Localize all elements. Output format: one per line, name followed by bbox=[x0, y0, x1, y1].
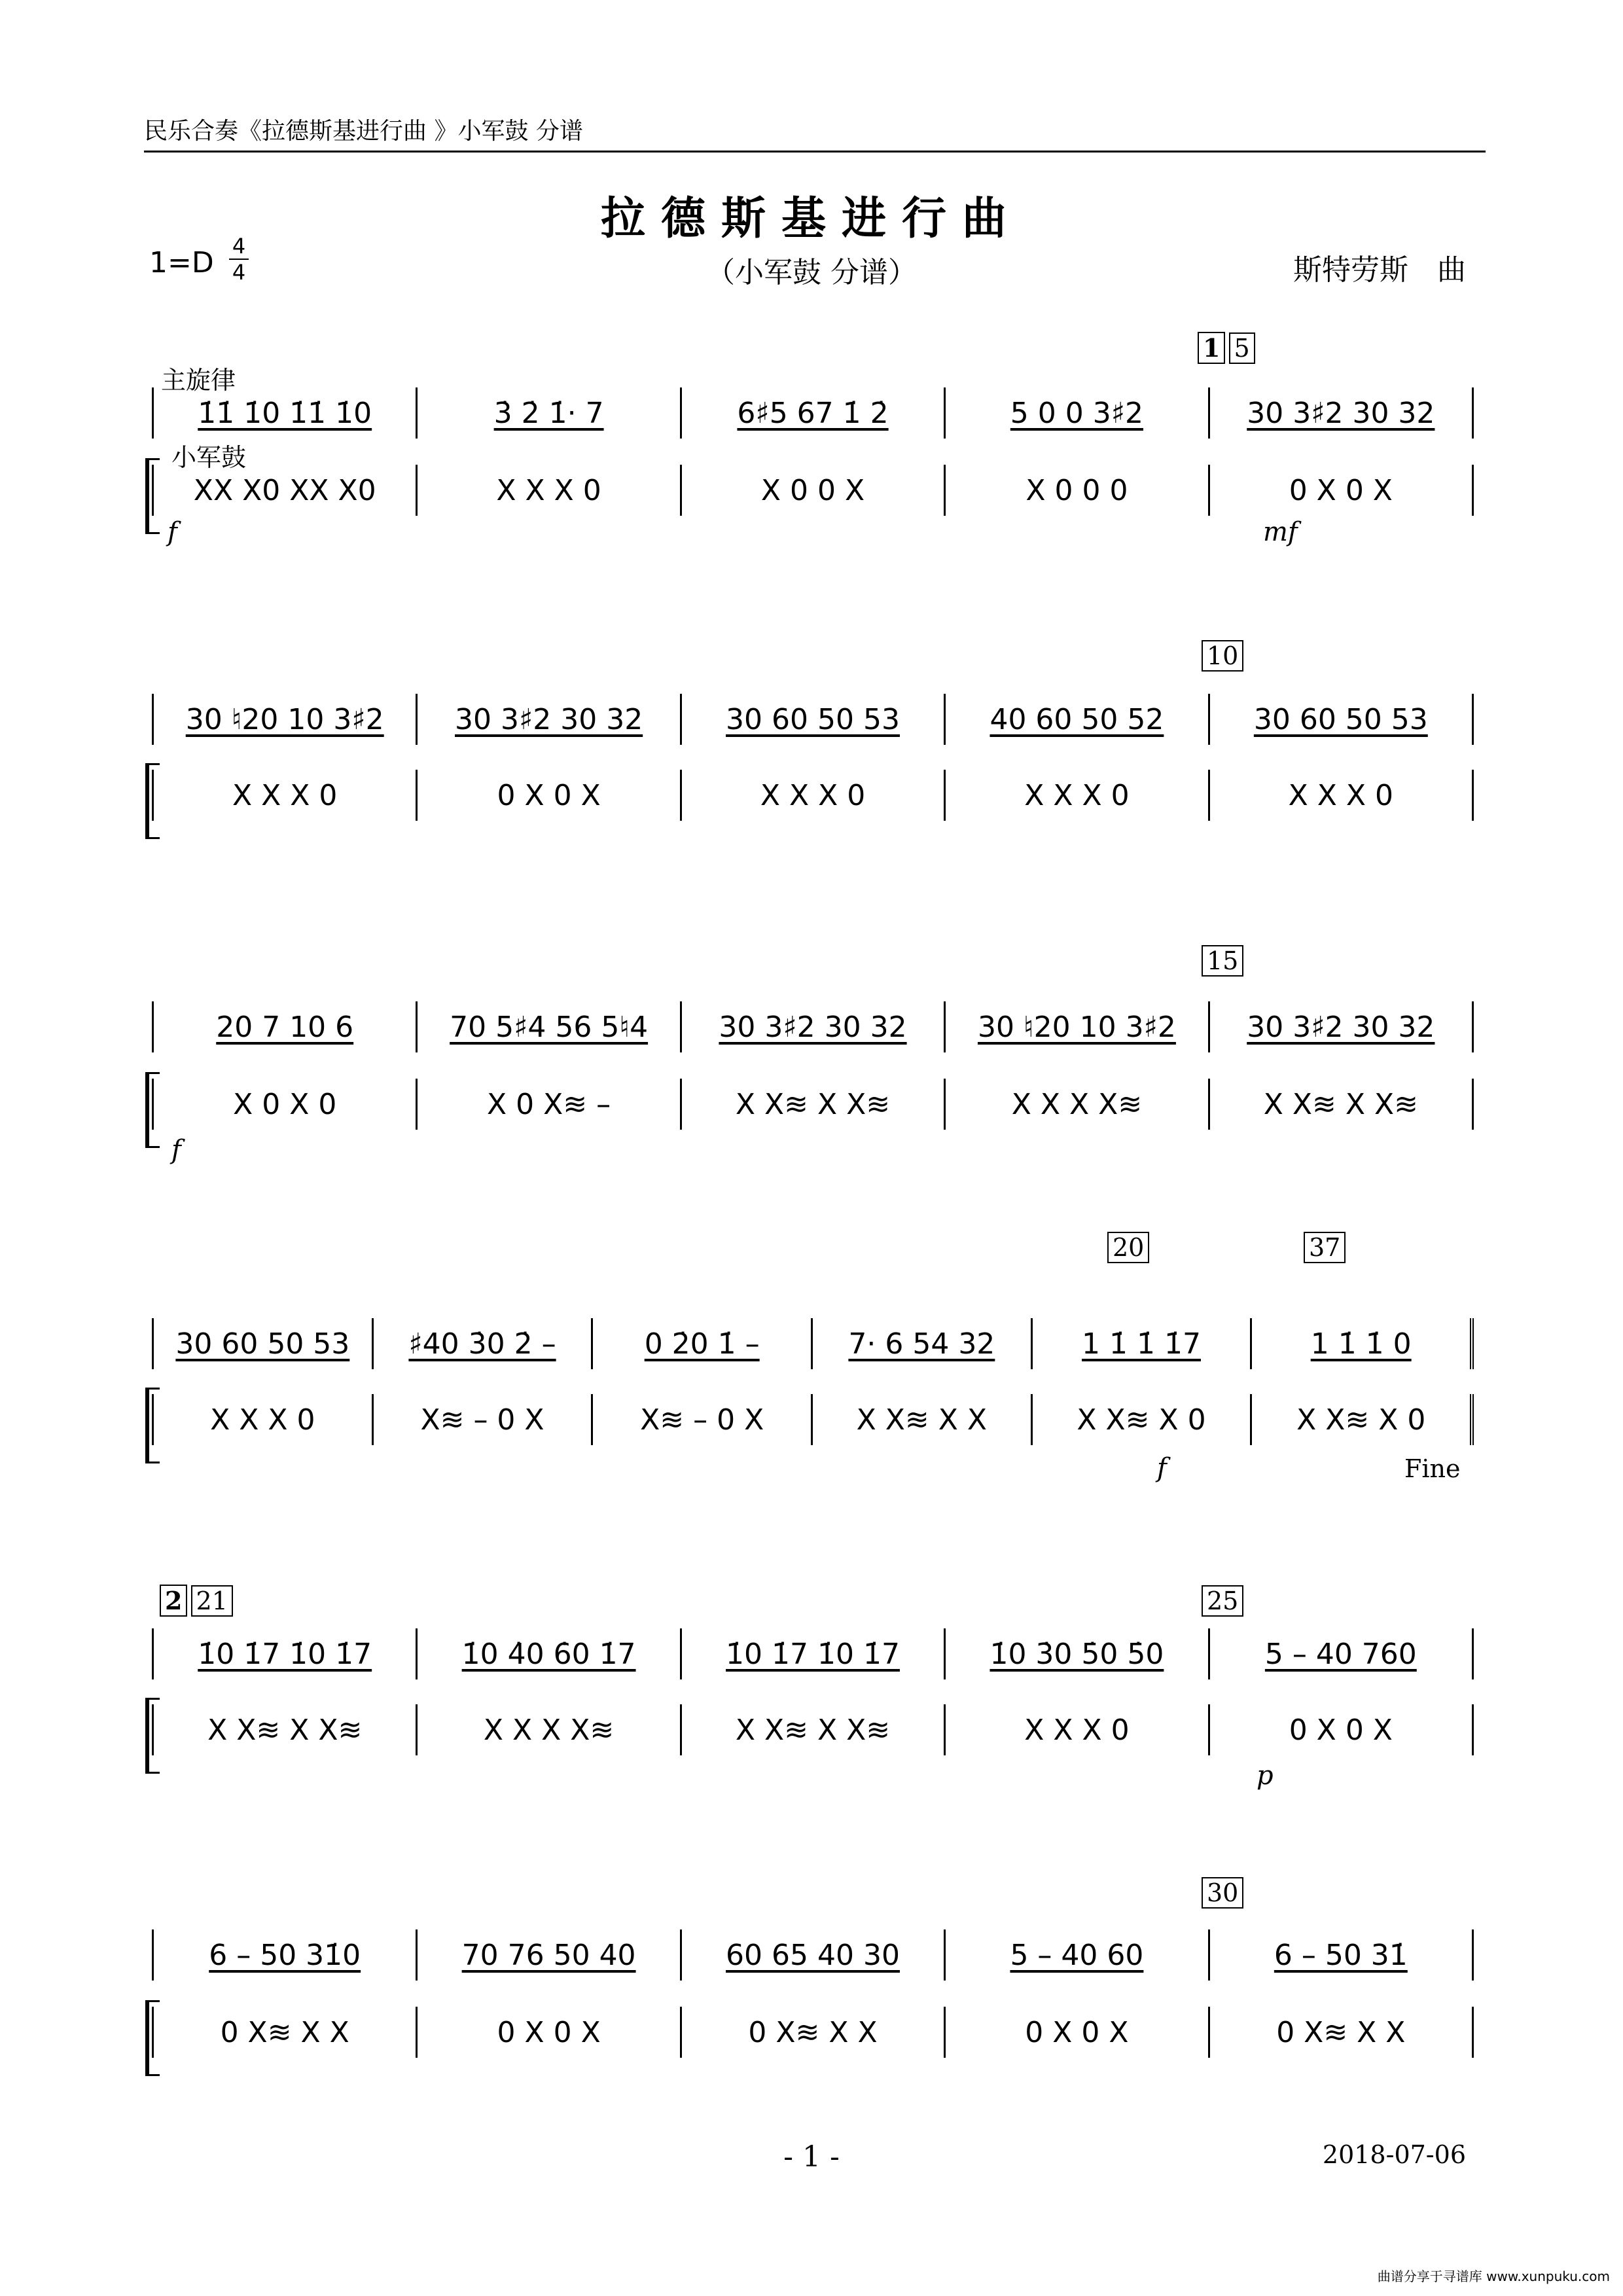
measure bbox=[944, 1929, 1207, 1981]
measure bbox=[944, 1704, 1207, 1755]
system-brace bbox=[145, 1388, 160, 1463]
melody-staff bbox=[152, 1318, 1474, 1369]
measure bbox=[416, 770, 679, 821]
notes: 0 2̇0 1̇ – bbox=[644, 1327, 760, 1361]
beats: 0 X 0 X bbox=[497, 778, 601, 812]
drum-staff bbox=[152, 1394, 1474, 1445]
dynamic-marking: f bbox=[1157, 1453, 1167, 1483]
beats: X X X 0 bbox=[232, 778, 338, 812]
melody-staff bbox=[152, 1001, 1474, 1052]
notes: 5 – 40 60 bbox=[1010, 1938, 1144, 1972]
measure-number-box bbox=[1202, 1587, 1243, 1615]
notes: 30 60 50 53 bbox=[726, 702, 900, 736]
beats: X X X X≋ bbox=[483, 1713, 615, 1747]
beats: 0 X 0 X bbox=[1025, 2015, 1129, 2049]
collection-header: 民乐合奏《拉德斯基进行曲 》小军鼓 分谱 bbox=[144, 118, 583, 145]
beats: X X≋ X 0 bbox=[1077, 1403, 1206, 1437]
beats: X X X 0 bbox=[1288, 778, 1394, 812]
notes: 3̇ 2̇ 1̇· 7 bbox=[493, 396, 604, 430]
measure bbox=[416, 1001, 679, 1052]
beats: X 0 0 X bbox=[760, 473, 865, 507]
measure-number: 21 bbox=[191, 1585, 233, 1617]
measure bbox=[1208, 694, 1474, 745]
score-subtitle: （小军鼓 分谱） bbox=[706, 256, 917, 289]
measure bbox=[944, 1079, 1207, 1130]
drum-staff bbox=[152, 1704, 1474, 1755]
beats: X X X 0 bbox=[760, 778, 866, 812]
measure bbox=[152, 1318, 372, 1369]
beats: X 0 X≋ – bbox=[487, 1087, 611, 1121]
drum-staff bbox=[152, 770, 1474, 821]
measure bbox=[1208, 1628, 1474, 1679]
beats: X 0 0 0 bbox=[1026, 473, 1128, 507]
beats: X X≋ X X≋ bbox=[735, 1713, 891, 1747]
notes: 5 – 40 760 bbox=[1264, 1637, 1417, 1671]
notes: 30 ♮20 10 3♯2 bbox=[977, 1010, 1176, 1044]
notes: 5 0 0 3♯2 bbox=[1010, 396, 1144, 430]
beats: 0 X≋ X X bbox=[220, 2015, 349, 2049]
notes: 1̇0 1̇7 1̇0 1̇7 bbox=[198, 1637, 372, 1671]
melody-staff bbox=[152, 694, 1474, 745]
notes: 40 60 50 52 bbox=[990, 702, 1164, 736]
measure bbox=[372, 1318, 592, 1369]
beats: 0 X 0 X bbox=[1289, 1713, 1393, 1747]
measure bbox=[416, 1079, 679, 1130]
notes: 6♯5 67 1̇ 2̇ bbox=[737, 396, 889, 430]
measure bbox=[1208, 387, 1474, 439]
measure bbox=[680, 387, 944, 439]
part-label-melody: 主旋律 bbox=[161, 366, 236, 395]
measure bbox=[1208, 1704, 1474, 1755]
measure bbox=[372, 1394, 592, 1445]
beats: X≋ – 0 X bbox=[640, 1403, 764, 1437]
notes: 1̇0 3̇0 5̇0 5̇0 bbox=[990, 1637, 1164, 1671]
measure bbox=[1208, 1001, 1474, 1052]
measure-number: 20 bbox=[1107, 1232, 1149, 1263]
rehearsal-box-1 bbox=[1198, 334, 1255, 363]
measure bbox=[152, 2007, 416, 2058]
notes: 30 3♯2 30 32 bbox=[719, 1010, 907, 1044]
measure bbox=[1031, 1394, 1251, 1445]
notes: 1 1̇ 1̇ 1̇7 bbox=[1082, 1327, 1201, 1361]
measure bbox=[416, 1929, 679, 1981]
key-signature: 1=D bbox=[149, 246, 214, 279]
measure-number: 30 bbox=[1202, 1877, 1243, 1909]
watermark: 曲谱分享于寻谱库 www.xunpuku.com bbox=[1377, 2269, 1610, 2284]
measure bbox=[416, 2007, 679, 2058]
measure-number-box bbox=[1202, 641, 1243, 670]
drum-staff bbox=[152, 465, 1474, 516]
page-number: - 1 - bbox=[783, 2140, 840, 2174]
score-title: 拉德斯基进行曲 bbox=[600, 192, 1022, 245]
melody-staff bbox=[152, 387, 1474, 439]
part-label-drum: 小军鼓 bbox=[171, 443, 247, 472]
measure bbox=[152, 1628, 416, 1679]
notes: 7· 6 54 32 bbox=[848, 1327, 995, 1361]
measure bbox=[416, 465, 679, 516]
notes: 30 3♯2 30 32 bbox=[1247, 396, 1435, 430]
rehearsal-mark: 2 bbox=[160, 1585, 187, 1617]
measure bbox=[680, 1001, 944, 1052]
system-brace bbox=[145, 1698, 160, 1774]
dynamic-marking: f bbox=[171, 1135, 181, 1165]
measure-number: 10 bbox=[1202, 640, 1243, 672]
measure bbox=[591, 1318, 811, 1369]
measure bbox=[152, 465, 416, 516]
beats: X X≋ X 0 bbox=[1296, 1403, 1426, 1437]
composer: 斯特劳斯 曲 bbox=[1293, 253, 1466, 287]
measure bbox=[1208, 1929, 1474, 1981]
measure bbox=[680, 770, 944, 821]
measure-number-box bbox=[1202, 1878, 1243, 1907]
measure bbox=[1250, 1394, 1474, 1445]
beats: 0 X 0 X bbox=[497, 2015, 601, 2049]
notes: 70 76 50 40 bbox=[461, 1938, 636, 1972]
measure bbox=[944, 387, 1207, 439]
beats: X X X X≋ bbox=[1011, 1087, 1143, 1121]
dynamic-marking: mf bbox=[1263, 517, 1298, 547]
measure bbox=[680, 1704, 944, 1755]
notes: 70 5♯4 56 5♮4 bbox=[450, 1010, 649, 1044]
measure bbox=[152, 1929, 416, 1981]
system-brace bbox=[145, 1072, 160, 1148]
beats: X X X 0 bbox=[496, 473, 601, 507]
notes: 6 – 50 31̇ bbox=[1274, 1938, 1408, 1972]
header-rule bbox=[144, 151, 1486, 152]
system-brace bbox=[145, 2000, 160, 2076]
notes: 1 1̇ 1̇ 0 bbox=[1310, 1327, 1412, 1361]
beats: X X X 0 bbox=[1024, 778, 1130, 812]
measure bbox=[152, 1001, 416, 1052]
beats: X X≋ X X≋ bbox=[1263, 1087, 1418, 1121]
measure bbox=[152, 1079, 416, 1130]
system-brace bbox=[145, 458, 160, 534]
melody-staff bbox=[152, 1628, 1474, 1679]
measure bbox=[944, 1628, 1207, 1679]
measure-number-box bbox=[1107, 1233, 1149, 1262]
measure bbox=[416, 694, 679, 745]
measure bbox=[680, 465, 944, 516]
notes: 6 – 50 31̇0 bbox=[209, 1938, 361, 1972]
measure bbox=[152, 387, 416, 439]
fine-marking: Fine bbox=[1404, 1454, 1461, 1483]
beats: XX X0 XX X0 bbox=[193, 473, 376, 507]
beats: 0 X≋ X X bbox=[748, 2015, 878, 2049]
measure bbox=[152, 694, 416, 745]
beats: X≋ – 0 X bbox=[420, 1403, 544, 1437]
measure bbox=[1031, 1318, 1251, 1369]
measure bbox=[811, 1318, 1031, 1369]
measure bbox=[591, 1394, 811, 1445]
measure bbox=[1208, 1079, 1474, 1130]
measure bbox=[152, 1704, 416, 1755]
measure-number: 37 bbox=[1304, 1232, 1346, 1263]
measure bbox=[1208, 465, 1474, 516]
notes: 30 60 50 53 bbox=[1253, 702, 1428, 736]
beats: X 0 X 0 bbox=[233, 1087, 337, 1121]
notes: 1̇0 4̇0 6̇0 1̇7 bbox=[461, 1637, 636, 1671]
beats: X X X 0 bbox=[1024, 1713, 1130, 1747]
melody-staff bbox=[152, 1929, 1474, 1981]
measure bbox=[1208, 770, 1474, 821]
beats: X X X 0 bbox=[210, 1403, 315, 1437]
notes: 60 65 40 30 bbox=[726, 1938, 900, 1972]
notes: 1̇1̇ 1̇0 1̇1̇ 1̇0 bbox=[198, 396, 372, 430]
drum-staff bbox=[152, 1079, 1474, 1130]
beats: X X≋ X X bbox=[856, 1403, 988, 1437]
measure bbox=[944, 465, 1207, 516]
rehearsal-mark: 1 bbox=[1198, 332, 1225, 364]
measure-number: 15 bbox=[1202, 945, 1243, 977]
time-signature bbox=[229, 234, 249, 284]
measure bbox=[680, 1929, 944, 1981]
measure-number-box bbox=[1202, 946, 1243, 975]
measure bbox=[944, 2007, 1207, 2058]
measure bbox=[1208, 2007, 1474, 2058]
measure-number-box bbox=[1304, 1233, 1346, 1262]
measure-number: 25 bbox=[1202, 1585, 1243, 1617]
notes: 20 7 10 6 bbox=[216, 1010, 354, 1044]
beats: 0 X≋ X X bbox=[1276, 2015, 1406, 2049]
notes: 30 ♮20 10 3♯2 bbox=[185, 702, 384, 736]
dynamic-marking: f bbox=[168, 517, 177, 547]
beats: X X≋ X X≋ bbox=[735, 1087, 891, 1121]
notes: ♯40 3̇0 2̇ – bbox=[408, 1327, 556, 1361]
measure bbox=[416, 1704, 679, 1755]
beats: 0 X 0 X bbox=[1289, 473, 1393, 507]
notes: 30 60 50 53 bbox=[175, 1327, 350, 1361]
drum-staff bbox=[152, 2007, 1474, 2058]
measure bbox=[152, 1394, 372, 1445]
measure-number: 5 bbox=[1229, 332, 1255, 364]
beats: X X≋ X X≋ bbox=[207, 1713, 363, 1747]
measure bbox=[1250, 1318, 1474, 1369]
measure bbox=[944, 770, 1207, 821]
measure bbox=[680, 1079, 944, 1130]
rehearsal-box-2 bbox=[160, 1587, 233, 1615]
dynamic-marking: p bbox=[1257, 1761, 1274, 1791]
notes: 30 3♯2 30 32 bbox=[1247, 1010, 1435, 1044]
print-date: 2018-07-06 bbox=[1322, 2140, 1466, 2169]
measure bbox=[152, 770, 416, 821]
notes: 1̇0 1̇7 1̇0 1̇7 bbox=[726, 1637, 900, 1671]
notes: 30 3♯2 30 32 bbox=[455, 702, 643, 736]
measure bbox=[811, 1394, 1031, 1445]
measure bbox=[416, 387, 679, 439]
measure bbox=[680, 2007, 944, 2058]
measure bbox=[680, 1628, 944, 1679]
measure bbox=[416, 1628, 679, 1679]
system-brace bbox=[145, 763, 160, 839]
time-top: 4 bbox=[232, 234, 246, 259]
time-bottom: 4 bbox=[232, 260, 246, 285]
measure bbox=[680, 694, 944, 745]
measure bbox=[944, 1001, 1207, 1052]
measure bbox=[944, 694, 1207, 745]
